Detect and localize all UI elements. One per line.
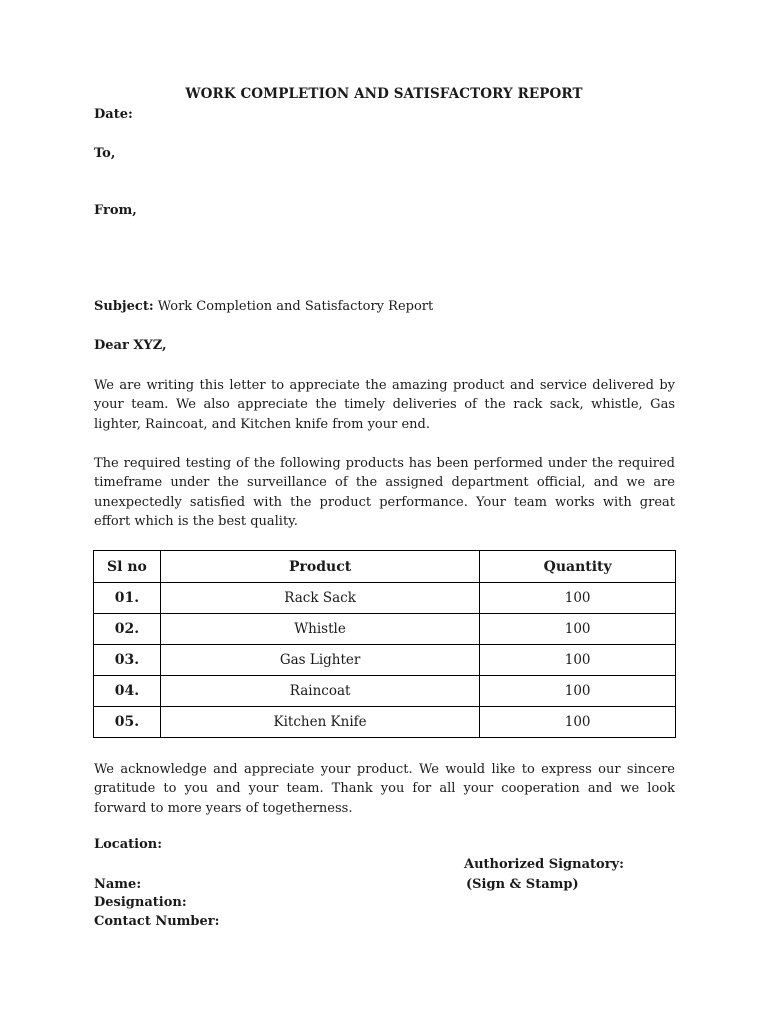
date-label: Date: — [94, 107, 133, 122]
table-row — [94, 583, 676, 614]
contact-number-label: Contact Number: — [94, 914, 220, 929]
products-table — [93, 550, 676, 738]
cell-sl: 01. — [94, 583, 161, 614]
cell-product: Rack Sack — [160, 583, 479, 614]
header-quantity: Quantity — [480, 551, 676, 583]
table-row — [94, 676, 676, 707]
authorized-signatory-label: Authorized Signatory: — [464, 857, 624, 872]
from-label: From, — [94, 203, 137, 218]
to-label: To, — [94, 146, 116, 161]
table-header-row — [94, 551, 676, 583]
table-row — [94, 707, 676, 738]
location-label: Location: — [94, 837, 163, 852]
cell-sl: 02. — [94, 614, 161, 645]
subject-value: Work Completion and Satisfactory Report — [157, 299, 434, 314]
name-label: Name: — [94, 877, 142, 892]
cell-sl: 03. — [94, 645, 161, 676]
cell-product: Gas Lighter — [160, 645, 479, 676]
designation-label: Designation: — [94, 895, 187, 910]
paragraph-testing: The required testing of the following products has been performed under the required timeframe under the surveillance of the assigned department official, and we are unexpectedly satisfied with the product performance. Your team works with great effort which is the best quality. — [94, 456, 675, 529]
cell-product: Whistle — [160, 614, 479, 645]
cell-sl: 05. — [94, 707, 161, 738]
table-row — [94, 614, 676, 645]
paragraph-gratitude: We acknowledge and appreciate your product. We would like to express our sincere gratitude to you and your team. Thank you for all your cooperation and we look forward to more years of togetherness. — [94, 762, 675, 816]
table-row — [94, 645, 676, 676]
paragraph-appreciation: We are writing this letter to appreciate the amazing product and service delivered by your team. We also appreciate the timely deliveries of the rack sack, whistle, Gas lighter, Raincoat, and Kitchen knife from your end. — [94, 378, 675, 432]
document-title: WORK COMPLETION AND SATISFACTORY REPORT — [185, 86, 583, 102]
cell-sl: 04. — [94, 676, 161, 707]
cell-product: Raincoat — [160, 676, 479, 707]
subject-line — [94, 299, 433, 314]
greeting: Dear XYZ, — [94, 338, 167, 353]
sign-stamp-label: (Sign & Stamp) — [466, 877, 579, 892]
cell-quantity: 100 — [480, 614, 676, 645]
cell-quantity: 100 — [480, 645, 676, 676]
cell-quantity: 100 — [480, 676, 676, 707]
cell-quantity: 100 — [480, 707, 676, 738]
cell-quantity: 100 — [480, 583, 676, 614]
header-product: Product — [160, 551, 479, 583]
header-sl-no: Sl no — [94, 551, 161, 583]
subject-label: Subject: — [94, 299, 154, 314]
cell-product: Kitchen Knife — [160, 707, 479, 738]
